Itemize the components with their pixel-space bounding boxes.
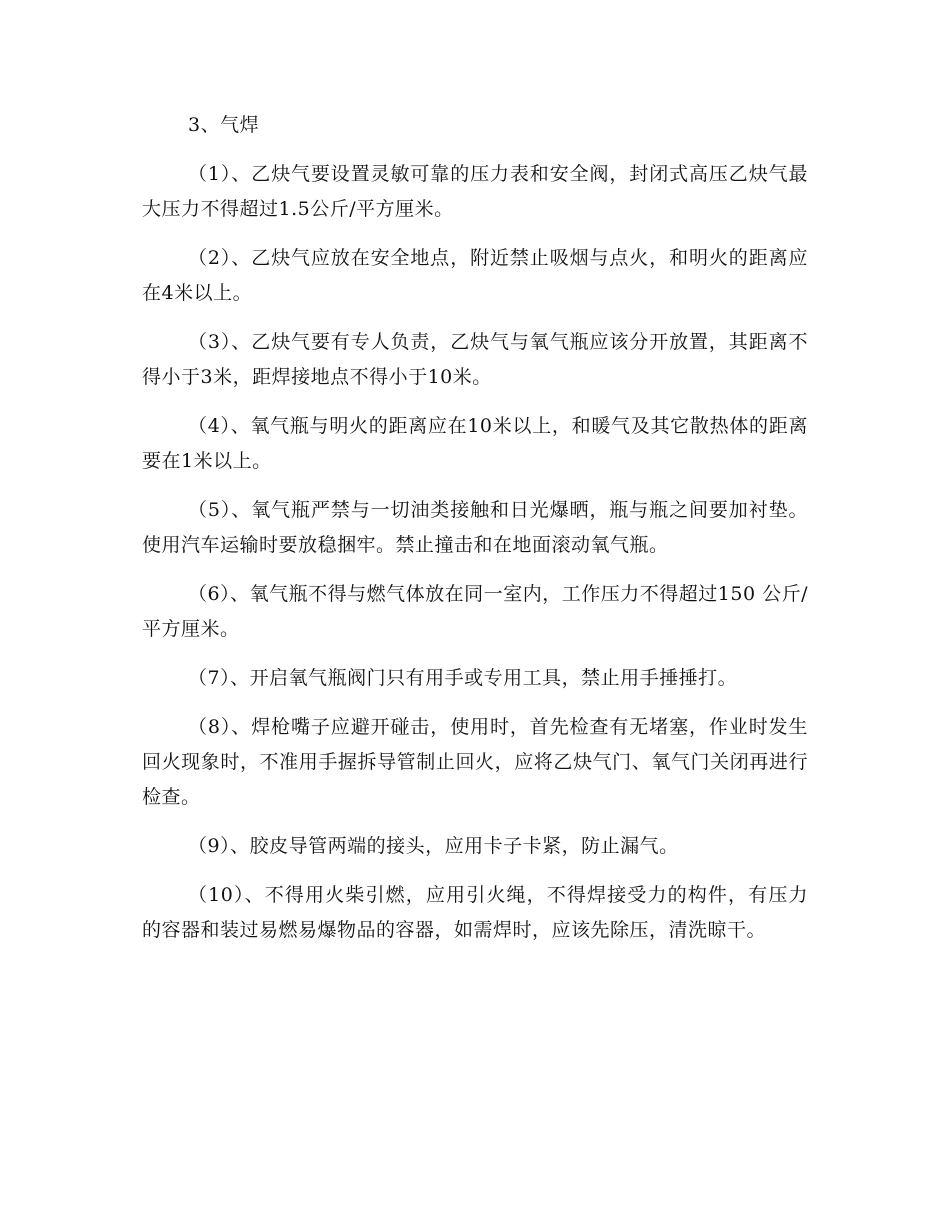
paragraph-10: （10）、不得用火柴引燃，应用引火绳，不得焊接受力的构件，有压力的容器和装过易燃易爆物品的容器，如需焊时，应该先除压，清洗晾干。	[142, 884, 808, 941]
paragraph-1: （1）、乙炔气要设置灵敏可靠的压力表和安全阀，封闭式高压乙炔气最大压力不得超过1.5公斤/平方厘米。	[142, 163, 808, 220]
paragraph-6: （6）、氧气瓶不得与燃气体放在同一室内，工作压力不得超过150 公斤/平方厘米。	[142, 583, 808, 640]
paragraph-8: （8）、焊枪嘴子应避开碰击，使用时，首先检查有无堵塞，作业时发生回火现象时，不准用手握拆导管制止回火，应将乙炔气门、氧气门关闭再进行检查。	[142, 716, 808, 808]
paragraph-5: （5）、氧气瓶严禁与一切油类接触和日光爆晒，瓶与瓶之间要加衬垫。使用汽车运输时要放稳捆牢。禁止撞击和在地面滚动氧气瓶。	[142, 499, 808, 556]
section-title: 3、气焊	[188, 114, 260, 136]
document-body	[142, 108, 808, 962]
paragraph-9: （9）、胶皮导管两端的接头，应用卡子卡紧，防止漏气。	[188, 835, 679, 857]
paragraph-3: （3）、乙炔气要有专人负责，乙炔气与氧气瓶应该分开放置，其距离不得小于3米，距焊接地点不得小于10米。	[142, 331, 808, 388]
paragraph-7: （7）、开启氧气瓶阀门只有用手或专用工具，禁止用手捶捶打。	[188, 667, 738, 689]
paragraph-4: （4）、氧气瓶与明火的距离应在10米以上，和暖气及其它散热体的距离要在1米以上。	[142, 415, 808, 472]
paragraph-2: （2）、乙炔气应放在安全地点，附近禁止吸烟与点火，和明火的距离应在4米以上。	[142, 247, 808, 304]
